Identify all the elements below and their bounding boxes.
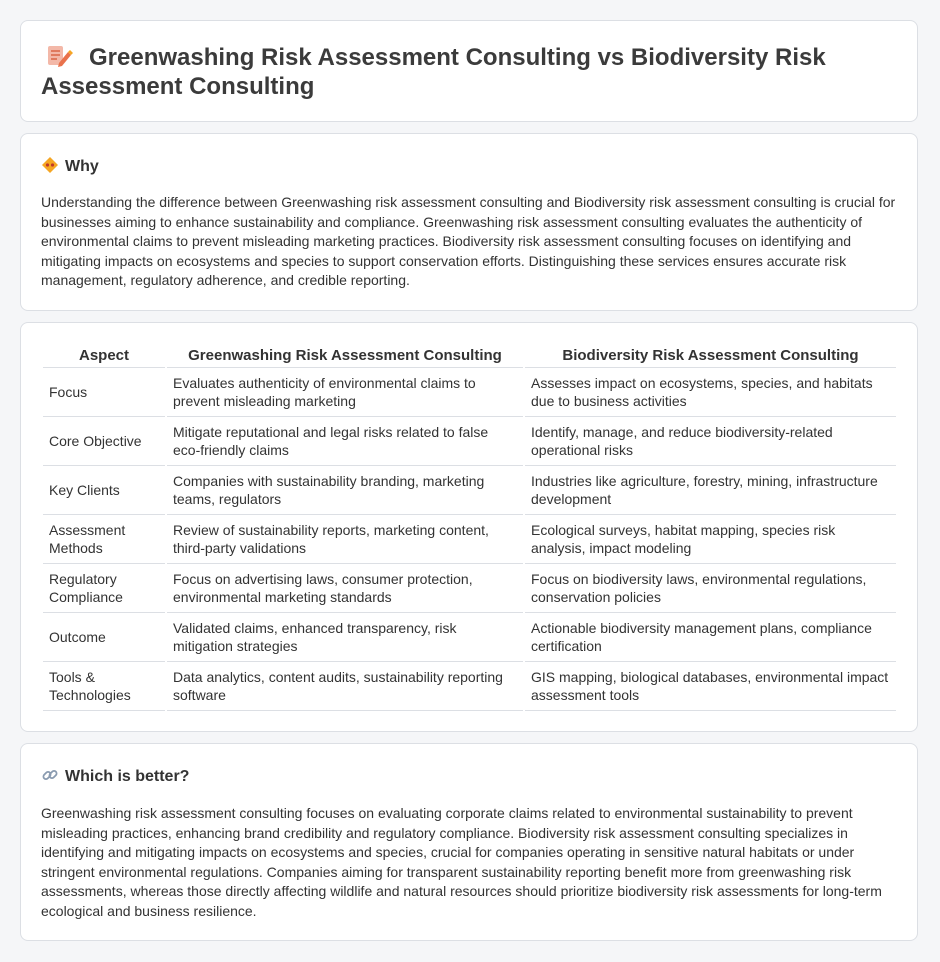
better-paragraph: Greenwashing risk assessment consulting focuses on evaluating corporate claims related to environmental sustainability to prevent misleading practices, enhancing brand credibility and regulatory compliance. Biodiversity risk assessment consulting specializes in identifying and mitigating impacts on ecosystems and species, crucial for companies operating in sensitive natural habitats or under stringent environmental regulations. Companies aiming for transparent sustainability reporting benefit more from greenwashing risk assessments, whereas those directly affecting wildlife and natural resources should prioritize biodiversity risk assessments for long-term ecological and business resilience. — [41, 805, 882, 919]
link-icon — [41, 766, 59, 784]
cell-biodiversity: Assesses impact on ecosystems, species, and habitats due to business activities — [525, 368, 896, 417]
cell-biodiversity: GIS mapping, biological databases, environmental impact assessment tools — [525, 662, 896, 711]
table-row — [43, 613, 896, 662]
better-heading — [41, 766, 189, 787]
diamond-warning-icon — [41, 156, 59, 174]
column-header-aspect: Aspect — [43, 346, 165, 368]
why-section — [20, 133, 918, 311]
table-row — [43, 368, 896, 417]
cell-greenwashing: Review of sustainability reports, marketing content, third-party validations — [167, 515, 523, 564]
cell-biodiversity: Focus on biodiversity laws, environmental regulations, conservation policies — [525, 564, 896, 613]
cell-greenwashing: Validated claims, enhanced transparency, risk mitigation strategies — [167, 613, 523, 662]
table-row — [43, 417, 896, 466]
cell-aspect: Tools & Technologies — [43, 662, 165, 711]
column-header-greenwashing: Greenwashing Risk Assessment Consulting — [167, 346, 523, 368]
cell-biodiversity: Industries like agriculture, forestry, mining, infrastructure development — [525, 466, 896, 515]
cell-greenwashing: Mitigate reputational and legal risks related to false eco-friendly claims — [167, 417, 523, 466]
comparison-table-card — [20, 322, 918, 732]
table-header-row — [43, 346, 896, 368]
table-row — [43, 466, 896, 515]
table-row — [43, 662, 896, 711]
title-card — [20, 20, 918, 122]
cell-aspect: Key Clients — [43, 466, 165, 515]
column-header-biodiversity: Biodiversity Risk Assessment Consulting — [525, 346, 896, 368]
cell-greenwashing: Evaluates authenticity of environmental claims to prevent misleading marketing — [167, 368, 523, 417]
cell-aspect: Regulatory Compliance — [43, 564, 165, 613]
cell-aspect: Focus — [43, 368, 165, 417]
page-title — [41, 43, 891, 101]
cell-biodiversity: Actionable biodiversity management plans, compliance certification — [525, 613, 896, 662]
which-is-better-section — [20, 743, 918, 941]
cell-greenwashing: Focus on advertising laws, consumer protection, environmental marketing standards — [167, 564, 523, 613]
cell-aspect: Core Objective — [43, 417, 165, 466]
comparison-table — [41, 346, 898, 711]
why-heading-text: Why — [65, 158, 99, 175]
cell-biodiversity: Ecological surveys, habitat mapping, species risk analysis, impact modeling — [525, 515, 896, 564]
why-paragraph: Understanding the difference between Greenwashing risk assessment consulting and Biodiversity risk assessment consulting is crucial for businesses aiming to enhance sustainability and compliance. Greenwashing risk assessment consulting evaluates the authenticity of environmental claims to prevent misleading marketing practices. Biodiversity risk assessment consulting focuses on identifying and mitigating impacts on ecosystems and species to support conservation efforts. Distinguishing these services ensures accurate risk management, regulatory adherence, and credible reporting. — [41, 194, 896, 289]
page-title-text: Greenwashing Risk Assessment Consulting vs Biodiversity Risk Assessment Consulting — [41, 44, 826, 100]
document-edit-icon — [45, 44, 73, 68]
table-row — [43, 564, 896, 613]
why-heading — [41, 156, 99, 177]
cell-greenwashing: Companies with sustainability branding, marketing teams, regulators — [167, 466, 523, 515]
cell-aspect: Assessment Methods — [43, 515, 165, 564]
table-row — [43, 515, 896, 564]
better-heading-text: Which is better? — [65, 768, 190, 785]
cell-biodiversity: Identify, manage, and reduce biodiversity-related operational risks — [525, 417, 896, 466]
cell-aspect: Outcome — [43, 613, 165, 662]
cell-greenwashing: Data analytics, content audits, sustainability reporting software — [167, 662, 523, 711]
